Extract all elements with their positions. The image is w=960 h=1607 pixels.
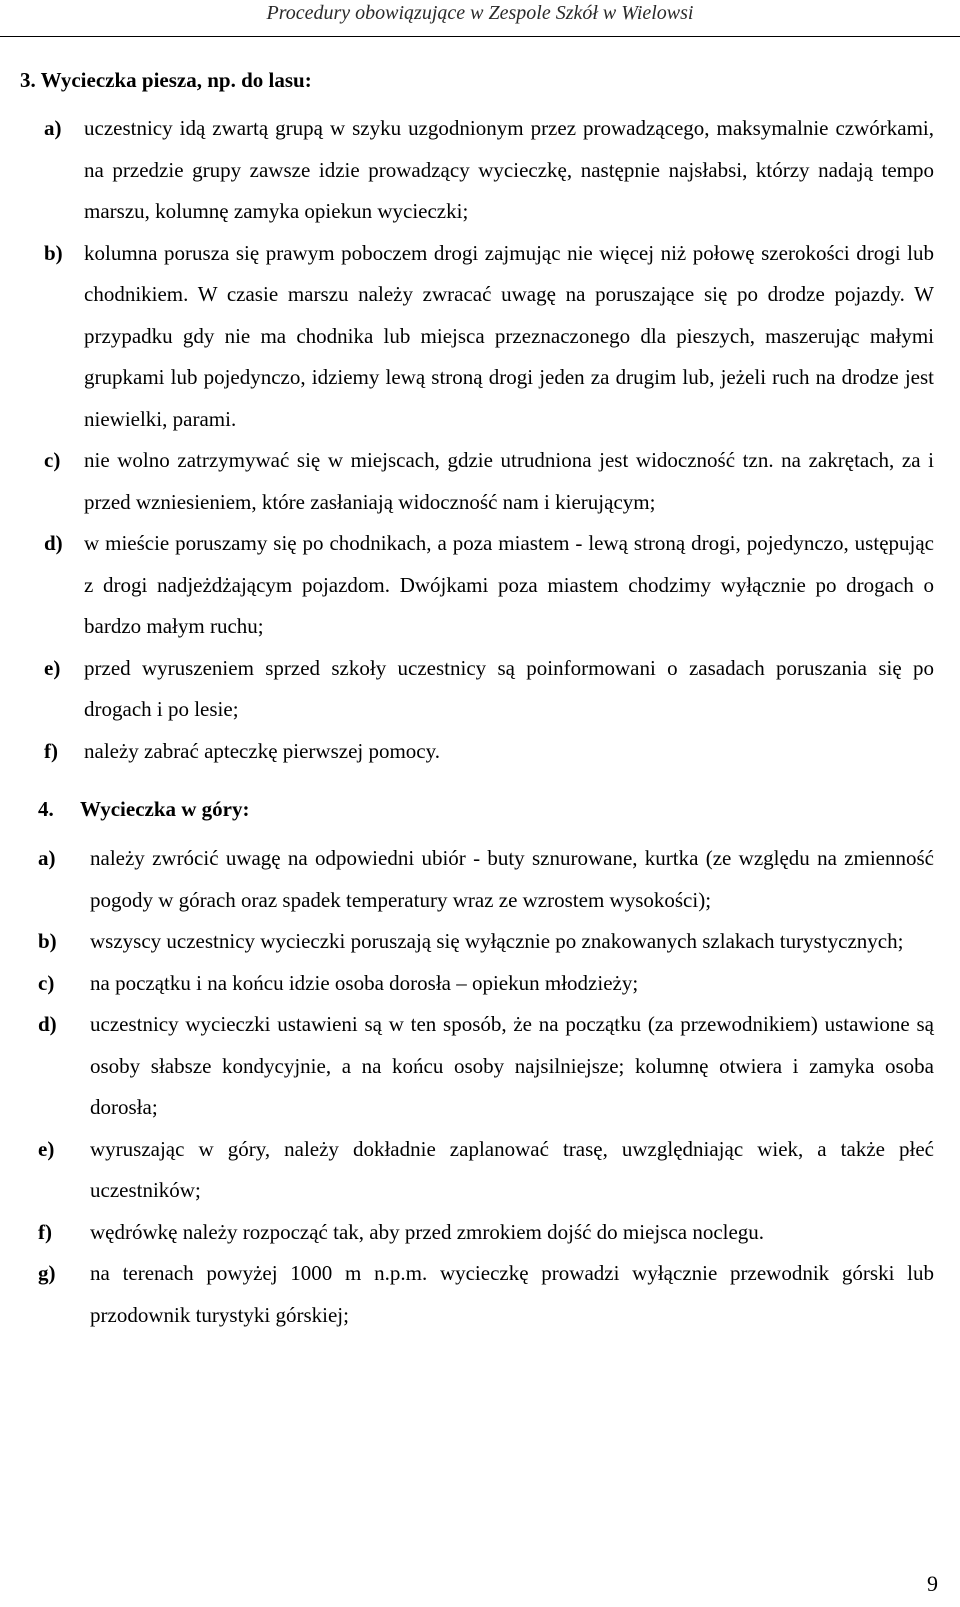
list-item [20, 838, 934, 921]
section-title-text: Wycieczka w góry: [80, 797, 250, 821]
list-item [20, 1004, 934, 1129]
list-item [20, 963, 934, 1005]
section-walking-trip [20, 66, 934, 772]
section-title [20, 794, 934, 824]
item-label: c) [44, 448, 61, 472]
list-item [20, 921, 934, 963]
item-label: d) [38, 1012, 57, 1036]
item-label: f) [38, 1219, 52, 1244]
list-item [20, 731, 934, 773]
list-item [20, 1253, 934, 1336]
item-label: f) [44, 738, 58, 763]
list-item [20, 440, 934, 523]
page-header: Procedury obowiązujące w Zespole Szkół w Wielowsi [266, 2, 694, 24]
rules-list [20, 108, 934, 772]
rules-list [20, 838, 934, 1336]
item-label: g) [38, 1261, 56, 1285]
list-item [20, 523, 934, 648]
item-text: kolumna porusza się prawym poboczem drogi zajmując nie więcej niż połowę szerokości drogi lub chodnikiem. W czasie marszu należy zwracać uwagę na poruszające się po drodze pojazdy. W przypadku gdy nie ma chodnika lub miejsca przeznaczonego dla pieszych, maszerując małymi grupkami lub pojedynczo, idziemy lewą stroną drogi jeden za drugim lub, jeżeli ruch na drodze jest niewielki, parami. [84, 240, 934, 431]
list-item [20, 1129, 934, 1212]
item-label: a) [38, 846, 56, 870]
item-label: d) [44, 531, 63, 555]
item-text: wyruszając w góry, należy dokładnie zaplanować trasę, uwzględniając wiek, a także płeć uczestników; [90, 1136, 934, 1202]
list-item [20, 108, 934, 233]
item-label: e) [38, 1136, 55, 1161]
list-item [20, 233, 934, 441]
item-label: a) [44, 116, 62, 140]
item-label: e) [44, 655, 61, 680]
section-title: 3. Wycieczka piesza, np. do lasu: [20, 68, 312, 92]
item-text: uczestnicy wycieczki ustawieni są w ten sposób, że na początku (za przewodnikiem) ustawione są osoby słabsze kondycyjnie, a na końcu osoby najsilniejsze; kolumnę otwiera i zamyka osoba dorosła; [90, 1012, 934, 1119]
list-item [20, 1212, 934, 1254]
item-text: uczestnicy idą zwartą grupą w szyku uzgodnionym przez prowadzącego, maksymalnie czwórkami, na przedzie grupy zawsze idzie prowadzący wycieczkę, następnie najsłabsi, którzy nadają tempo marszu, kolumnę zamyka opiekun wycieczki; [84, 116, 934, 223]
header-divider [0, 36, 960, 37]
item-text: należy zabrać apteczkę pierwszej pomocy. [84, 738, 441, 763]
section-number: 4. [38, 797, 54, 821]
item-label: b) [38, 929, 57, 953]
item-text: nie wolno zatrzymywać się w miejscach, gdzie utrudniona jest widoczność tzn. na zakrętach, za i przed wzniesieniem, które zasłaniają widoczność nam i kierującym; [84, 448, 934, 514]
section-mountain-trip [20, 794, 934, 1336]
item-text: przed wyruszeniem sprzed szkoły uczestnicy są poinformowani o zasadach poruszania się po drogach i po lesie; [84, 655, 934, 721]
list-item [20, 648, 934, 731]
item-text: wszyscy uczestnicy wycieczki poruszają się wyłącznie po znakowanych szlakach turystycznych; [90, 929, 904, 953]
item-text: wędrówkę należy rozpocząć tak, aby przed zmrokiem dojść do miejsca noclegu. [90, 1219, 765, 1244]
item-text: w mieście poruszamy się po chodnikach, a poza miastem - lewą stroną drogi, pojedynczo, ustępując z drogi nadjeżdżającym pojazdom. Dwójkami poza miastem chodzimy wyłącznie po drogach o bardzo małym ruchu; [84, 531, 934, 638]
item-text: na początku i na końcu idzie osoba dorosła – opiekun młodzieży; [90, 970, 639, 995]
item-text: na terenach powyżej 1000 m n.p.m. wycieczkę prowadzi wyłącznie przewodnik górski lub przodownik turystyki górskiej; [90, 1261, 934, 1327]
item-label: b) [44, 240, 63, 265]
item-label: c) [38, 970, 55, 995]
document-body [20, 66, 934, 1336]
page-number: 9 [927, 1571, 938, 1596]
item-text: należy zwrócić uwagę na odpowiedni ubiór - buty sznurowane, kurtka (ze względu na zmienność pogody w górach oraz spadek temperatury wraz ze wzrostem wysokości); [90, 846, 934, 912]
